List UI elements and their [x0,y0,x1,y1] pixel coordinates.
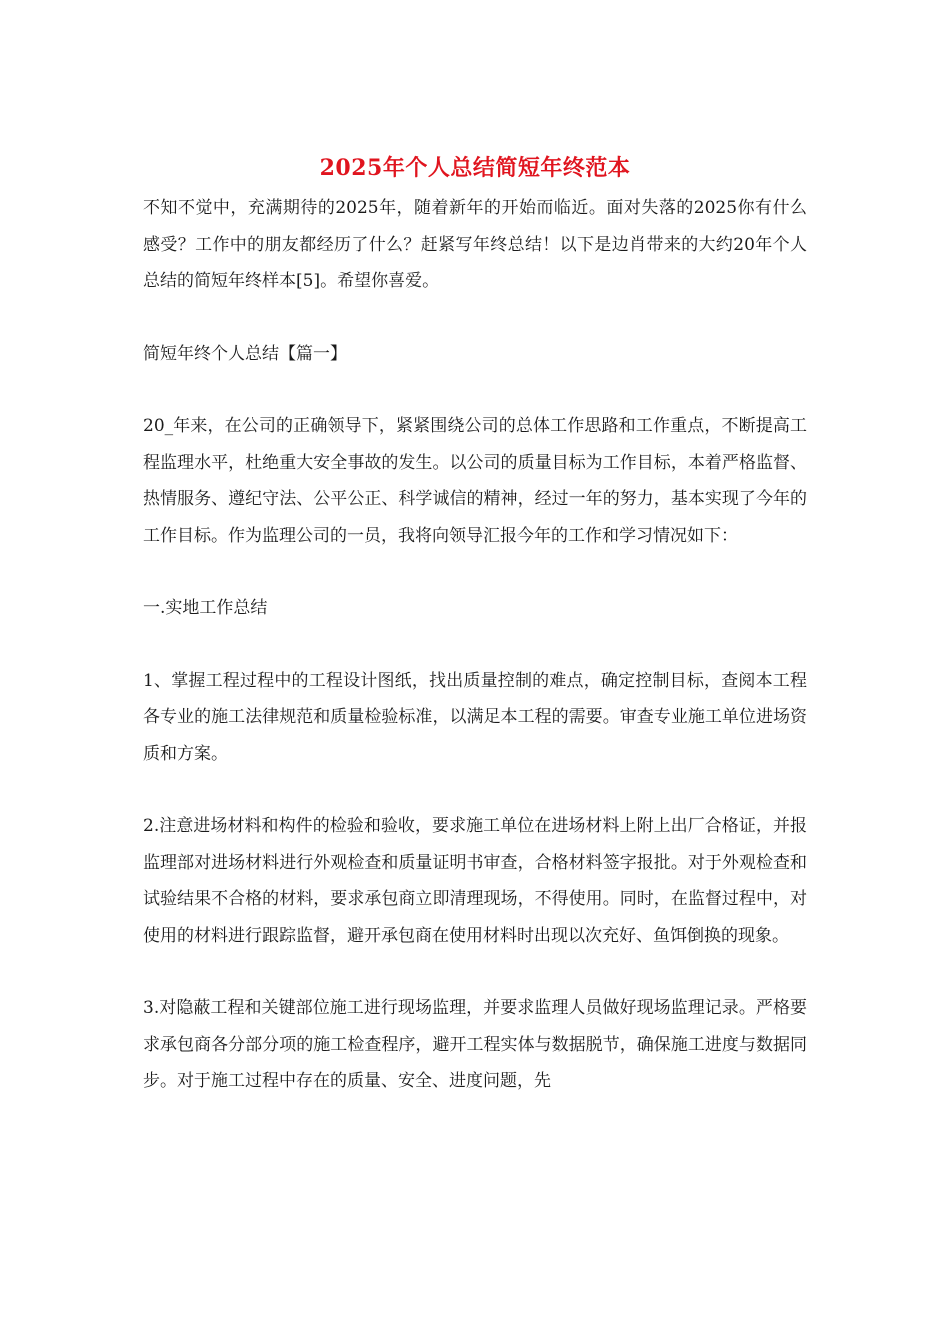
subsection-heading: 一.实地工作总结 [143,598,268,618]
paragraph-gap [143,954,807,990]
paragraph-gap [143,772,807,808]
paragraph-gap [143,554,807,590]
intro-paragraph: 不知不觉中，充满期待的2025年，随着新年的开始而临近。面对失落的2025你有什么感受？工作中的朋友都经历了什么？赶紧写年终总结！以下是边肖带来的大约20年个人总结的简短年终样本[5]。希望你喜爱。 [143,198,807,291]
paragraph-gap [143,372,807,408]
paragraph-gap [143,627,807,663]
list-item: 2.注意进场材料和构件的检验和验收，要求施工单位在进场材料上附上出厂合格证，并报监理部对进场材料进行外观检查和质量证明书审查，合格材料签字报批。对于外观检查和试验结果不合格的材料，要求承包商立即清理现场，不得使用。同时，在监督过程中，对使用的材料进行跟踪监督，避开承包商在使用材料时出现以次充好、鱼饵倒换的现象。 [143,816,807,946]
list-item: 3.对隐蔽工程和关键部位施工进行现场监理，并要求监理人员做好现场监理记录。严格要求承包商各分部分项的施工检查程序，避开工程实体与数据脱节，确保施工进度与数据同步。对于施工过程中存在的质量、安全、进度问题，先 [143,998,807,1091]
list-item: 1、掌握工程过程中的工程设计图纸，找出质量控制的难点，确定控制目标，查阅本工程各专业的施工法律规范和质量检验标准，以满足本工程的需要。审查专业施工单位进场资质和方案。 [143,670,807,764]
section-heading: 简短年终个人总结【篇一】 [143,343,347,364]
document-title: 2025年个人总结简短年终范本 [319,155,631,181]
body-paragraph: 20_年来，在公司的正确领导下，紧紧围绕公司的总体工作思路和工作重点，不断提高工程监理水平，杜绝重大安全事故的发生。以公司的质量目标为工作目标，本着严格监督、热情服务、遵纪守法、公平公正、科学诚信的精神，经过一年的努力，基本实现了今年的工作目标。作为监理公司的一员，我将向领导汇报今年的工作和学习情况如下： [143,416,807,546]
document-page [143,150,807,1100]
paragraph-gap [143,300,807,336]
